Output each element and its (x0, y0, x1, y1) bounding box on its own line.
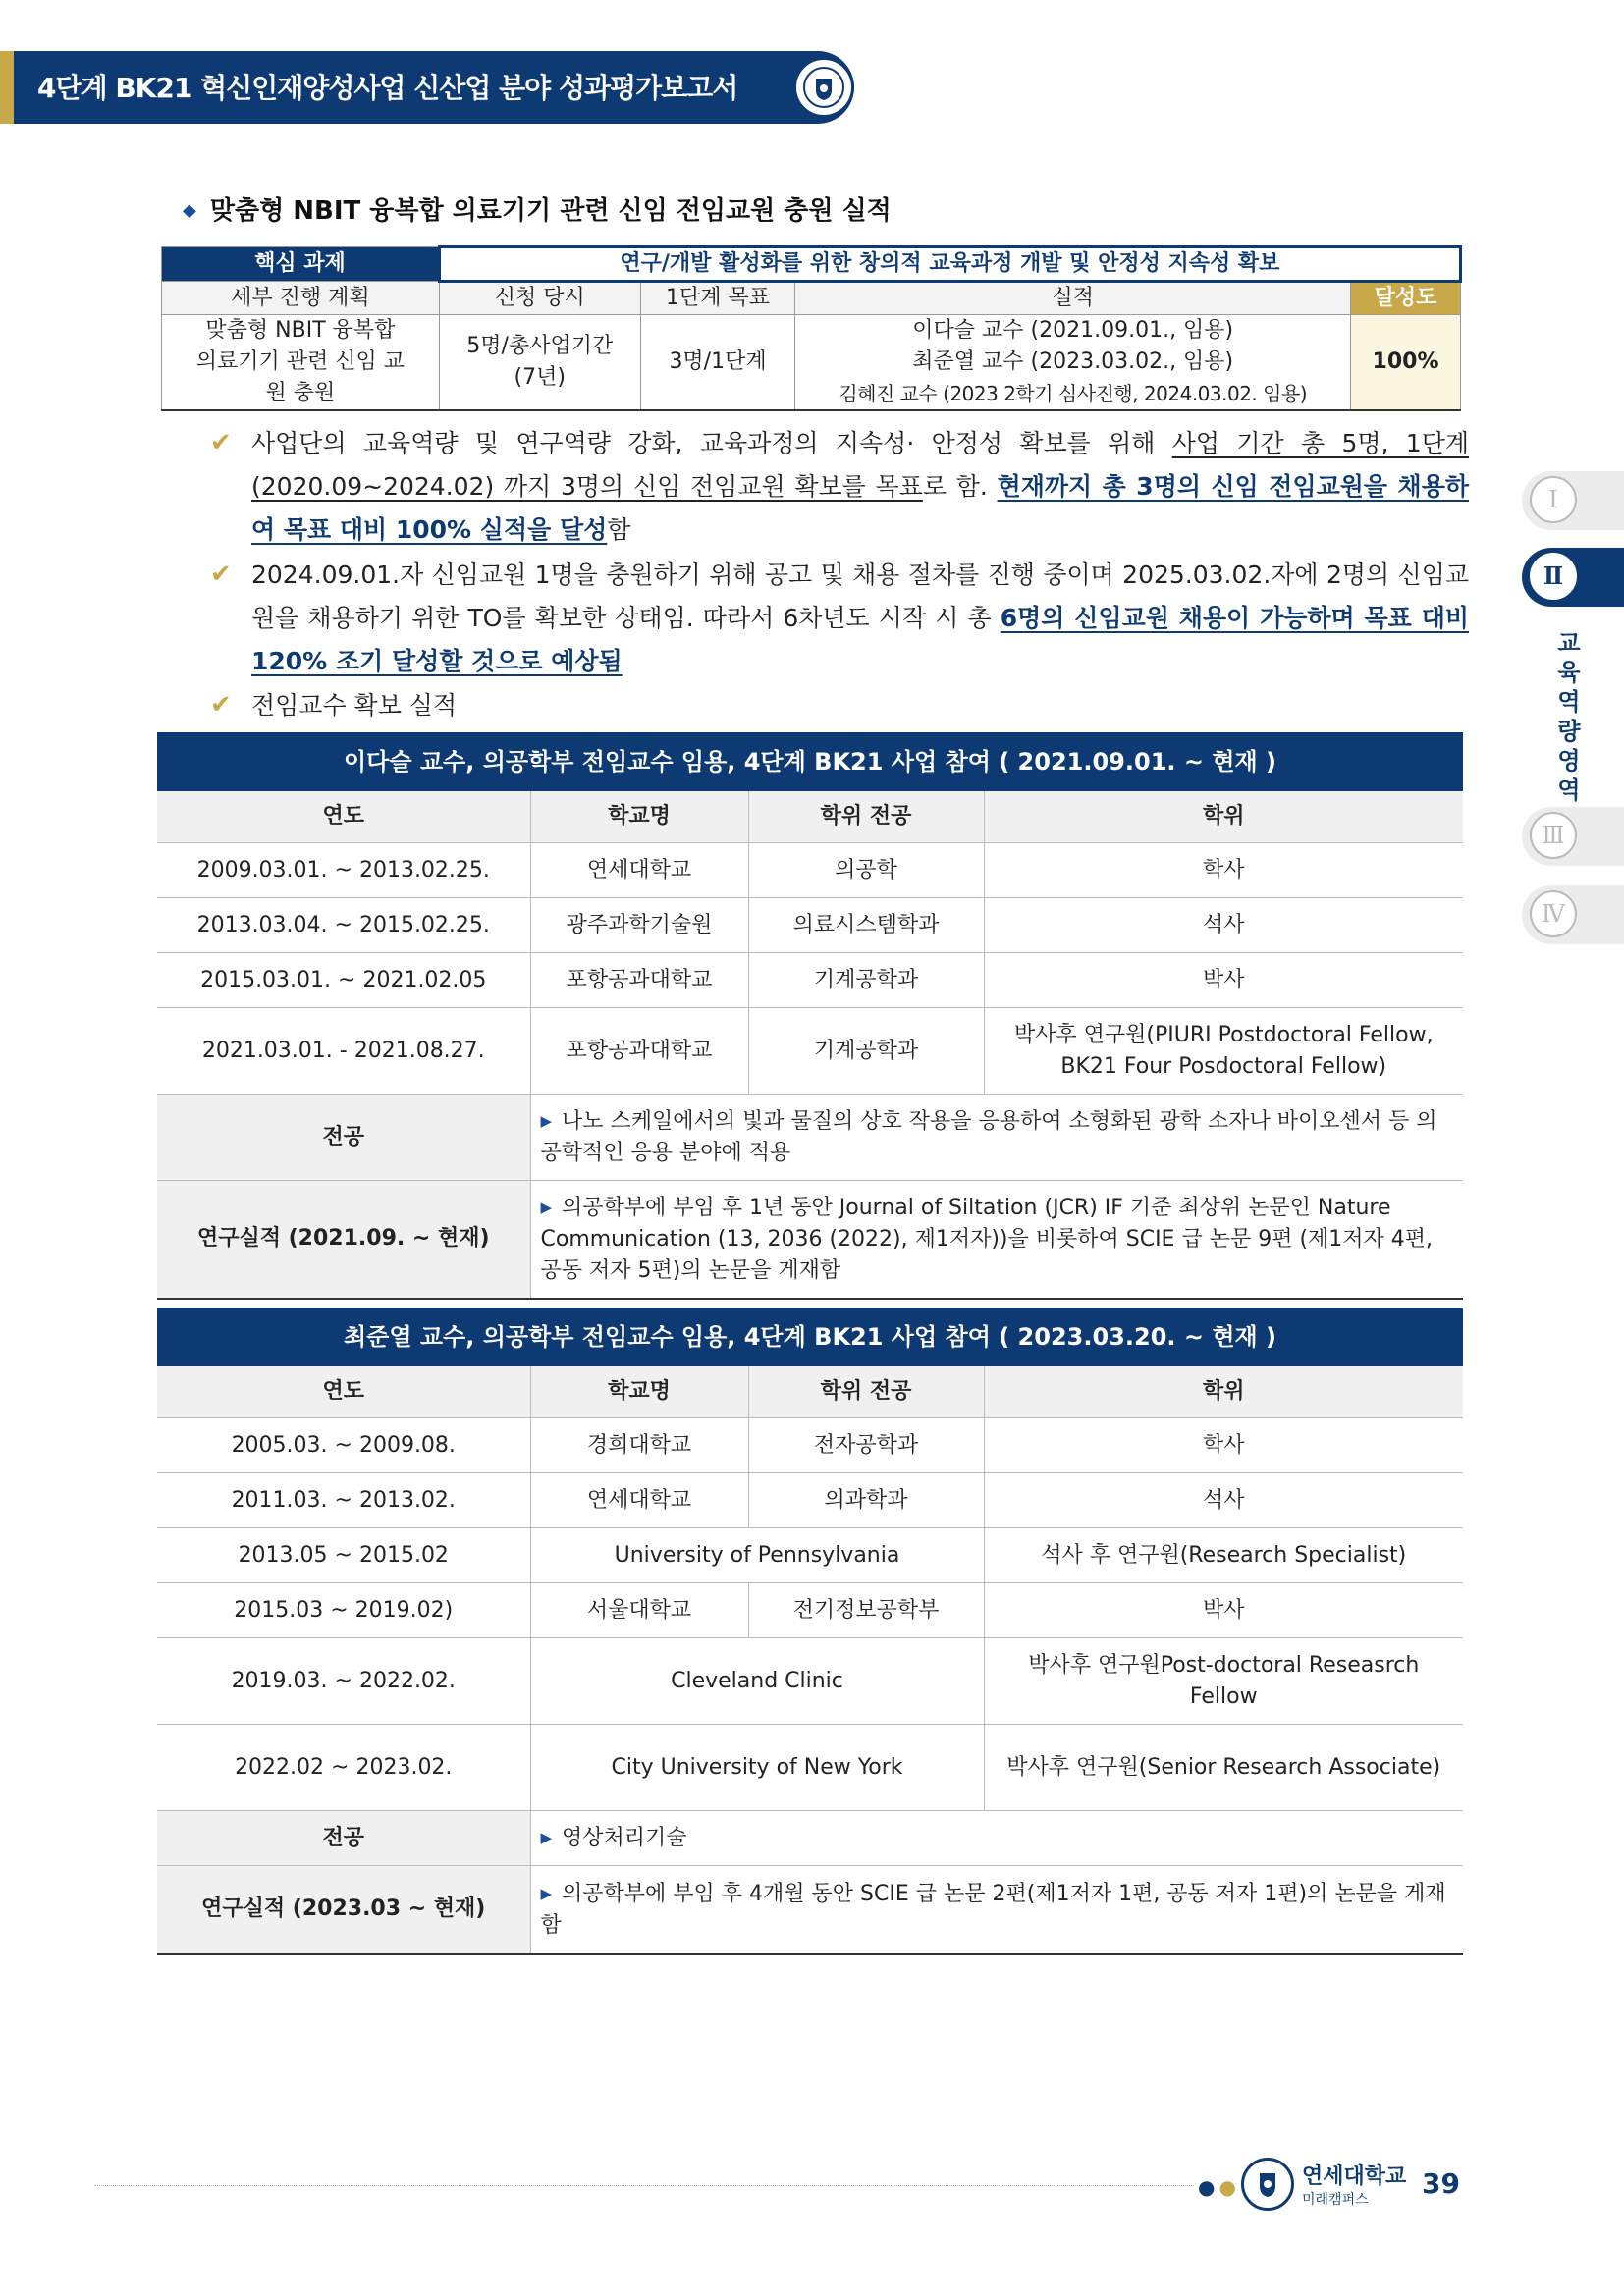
year-cell: 2013.05 ~ 2015.02 (157, 1528, 530, 1583)
diamond-bullet-icon: ◆ (183, 200, 196, 221)
major-cell: 전자공학과 (748, 1418, 984, 1473)
footer-divider (94, 2185, 1194, 2186)
school-cell: 포항공과대학교 (530, 1008, 748, 1095)
research-description: 의공학부에 부임 후 1년 동안 Journal of Siltation (JCR) IF 기준 최상위 논문인 Nature Communication (13, 2036 (2022), 제1저자))을 비롯하여 SCIE 급 논문 9편 (제1저자 4편, 공동 저자 5편)의 논문을 게재함 (540, 1195, 1434, 1283)
major-description: 영상처리기술 (562, 1826, 687, 1850)
p1-underline: 사업 기간 총 5명, 1단계(2020.09~2024.02) 까지 3명의 신임 전임교원 확보를 목표 (251, 429, 1470, 501)
col-major: 학위 전공 (748, 1366, 984, 1418)
major-description: 나노 스케일에서의 빛과 물질의 상호 작용을 응용하여 소형화된 광학 소자나 바이오센서 등 의공학적인 응용 분야에 적용 (540, 1109, 1437, 1165)
col-year: 연도 (157, 1366, 530, 1418)
triangle-bullet-icon: ▶ (540, 1198, 553, 1216)
p1-text-a: 사업단의 교육역량 및 연구역량 강화, 교육과정의 지속성· 안정성 확보를 위해 (251, 429, 1172, 457)
col-school: 학교명 (530, 791, 748, 843)
research-description: 의공학부에 부임 후 4개월 동안 SCIE 급 논문 2편(제1저자 1편, 공동 저자 1편)의 논문을 게재함 (540, 1881, 1446, 1938)
degree-cell: 박사 (984, 953, 1463, 1008)
year-cell: 2011.03. ~ 2013.02. (157, 1473, 530, 1528)
school-cell: 경희대학교 (530, 1418, 748, 1473)
table-row (157, 1473, 1463, 1528)
school-cell: 서울대학교 (530, 1583, 748, 1638)
col-head-result: 실적 (795, 282, 1351, 315)
tab-numeral: Ⅱ (1530, 553, 1577, 600)
year-cell: 2009.03.01. ~ 2013.02.25. (157, 843, 530, 898)
professor2-banner: 최준열 교수, 의공학부 전임교수 임용, 4단계 BK21 사업 참여 ( 2023.03.20. ~ 현재 ) (157, 1308, 1463, 1366)
table-row (157, 843, 1463, 898)
table-row (157, 898, 1463, 953)
year-cell: 2015.03 ~ 2019.02) (157, 1583, 530, 1638)
triangle-bullet-icon: ▶ (540, 1829, 553, 1846)
check-icon: ✔ (210, 690, 232, 720)
col-head-applied: 신청 당시 (439, 282, 640, 315)
table-row (157, 1418, 1463, 1473)
p2-text-a: 2024.09.01.자 신임교원 1명을 충원하기 위해 공고 및 채용 절차를 진행 중이며 2025.03.02.자에 2명의 신임교원을 채용하기 위한 TO를 확보한 상태임. 따라서 6차년도 시작 시 총 (251, 561, 1469, 632)
rate-cell: 100% (1351, 315, 1461, 411)
p1-text-c: 로 함. (922, 472, 998, 501)
footer-campus: 미래캠퍼스 (1302, 2192, 1369, 2208)
major-label: 전공 (157, 1811, 530, 1866)
section-heading-text: 맞춤형 NBIT 융복합 의료기기 관련 신임 전임교원 충원 실적 (209, 196, 892, 226)
research-text (530, 1866, 1463, 1954)
p1-text-e: 함 (607, 515, 631, 544)
side-tab-2-active[interactable] (1522, 548, 1624, 607)
year-cell: 2019.03. ~ 2022.02. (157, 1638, 530, 1725)
major-cell: 전기정보공학부 (748, 1583, 984, 1638)
professor1-table (157, 732, 1463, 1300)
research-row (157, 1866, 1463, 1954)
degree-cell: 박사후 연구원(Senior Research Associate) (984, 1725, 1463, 1811)
degree-cell: 학사 (984, 843, 1463, 898)
col-major: 학위 전공 (748, 791, 984, 843)
degree-cell: 석사 (984, 1473, 1463, 1528)
degree-cell: 석사 후 연구원(Research Specialist) (984, 1528, 1463, 1583)
school-cell: University of Pennsylvania (530, 1528, 984, 1583)
year-cell: 2021.03.01. - 2021.08.27. (157, 1008, 530, 1095)
degree-cell: 학사 (984, 1418, 1463, 1473)
year-cell: 2013.03.04. ~ 2015.02.25. (157, 898, 530, 953)
side-tab-1[interactable] (1522, 471, 1624, 530)
check-icon: ✔ (210, 428, 232, 457)
year-cell: 2015.03.01. ~ 2021.02.05 (157, 953, 530, 1008)
university-emblem-icon (793, 57, 854, 118)
table-row (157, 1008, 1463, 1095)
research-label: 연구실적 (2023.03 ~ 현재) (157, 1866, 530, 1954)
paragraph-3: 전임교수 확보 실적 (251, 691, 458, 720)
school-cell: 연세대학교 (530, 843, 748, 898)
plan-cell (162, 315, 440, 411)
result-line: 최준열 교수 (2023.03.02., 임용) (912, 349, 1234, 374)
footer-emblem-icon (1241, 2158, 1294, 2211)
year-cell: 2022.02 ~ 2023.02. (157, 1725, 530, 1811)
tab-numeral: Ⅰ (1530, 476, 1577, 523)
research-label: 연구실적 (2021.09. ~ 현재) (157, 1181, 530, 1299)
plan-text: 맞춤형 NBIT 융복합 의료기기 관련 신임 교원 충원 (195, 318, 406, 405)
p2-highlight: 6명의 신임교원 채용이 가능하며 목표 대비 120% 조기 달성할 것으로 예상됨 (251, 604, 1469, 675)
paragraph-1 (251, 422, 1469, 552)
section-heading (183, 190, 892, 227)
table-row (157, 1725, 1463, 1811)
check-icon: ✔ (210, 560, 232, 589)
degree-cell: 박사후 연구원(PIURI Postdoctoral Fellow, BK21 Four Posdoctoral Fellow) (984, 1008, 1463, 1095)
result-line: 김혜진 교수 (2023 2학기 심사진행, 2024.03.02. 임용) (839, 382, 1308, 405)
core-task-label: 핵심 과제 (162, 247, 440, 282)
core-task-title: 연구/개발 활성화를 위한 창의적 교육과정 개발 및 안정성 지속성 확보 (439, 247, 1460, 282)
col-school: 학교명 (530, 1366, 748, 1418)
side-tab-4[interactable] (1522, 885, 1624, 944)
paragraph-2 (251, 554, 1469, 683)
footer-dots-icon: ●● (1198, 2175, 1240, 2199)
triangle-bullet-icon: ▶ (540, 1884, 553, 1902)
table-row (157, 953, 1463, 1008)
major-cell: 의공학 (748, 843, 984, 898)
result-line: 이다슬 교수 (2021.09.01., 임용) (912, 318, 1234, 343)
active-section-label: 교육역량 영역 (1557, 629, 1581, 804)
table-row (157, 1638, 1463, 1725)
major-text (530, 1811, 1463, 1866)
professor1-banner: 이다슬 교수, 의공학부 전임교수 임용, 4단계 BK21 사업 참여 ( 2021.09.01. ~ 현재 ) (157, 732, 1463, 791)
col-degree: 학위 (984, 791, 1463, 843)
header-accent (0, 51, 14, 124)
col-head-plan: 세부 진행 계획 (162, 282, 440, 315)
col-degree: 학위 (984, 1366, 1463, 1418)
major-cell: 의과학과 (748, 1473, 984, 1528)
col-head-rate: 달성도 (1351, 282, 1461, 315)
degree-cell: 박사후 연구원Post-doctoral Reseasrch Fellow (984, 1638, 1463, 1725)
major-cell: 기계공학과 (748, 1008, 984, 1095)
summary-table (161, 245, 1462, 411)
degree-cell: 박사 (984, 1583, 1463, 1638)
research-text (530, 1181, 1463, 1299)
major-label: 전공 (157, 1095, 530, 1181)
major-text (530, 1095, 1463, 1181)
major-row (157, 1095, 1463, 1181)
professor2-table (157, 1308, 1463, 1955)
document-title: 4단계 BK21 혁신인재양성사업 신산업 분야 성과평가보고서 (37, 72, 738, 104)
school-cell: 포항공과대학교 (530, 953, 748, 1008)
major-row (157, 1811, 1463, 1866)
research-row (157, 1181, 1463, 1299)
school-cell: City University of New York (530, 1725, 984, 1811)
tab-numeral: Ⅳ (1530, 890, 1577, 937)
col-year: 연도 (157, 791, 530, 843)
table-row (157, 1583, 1463, 1638)
degree-cell: 석사 (984, 898, 1463, 953)
school-cell: Cleveland Clinic (530, 1638, 984, 1725)
major-cell: 기계공학과 (748, 953, 984, 1008)
footer-university: 연세대학교 (1302, 2164, 1407, 2189)
applied-cell (439, 315, 640, 411)
triangle-bullet-icon: ▶ (540, 1112, 553, 1130)
page-number: 39 (1422, 2167, 1460, 2200)
school-cell: 광주과학기술원 (530, 898, 748, 953)
year-cell: 2005.03. ~ 2009.08. (157, 1418, 530, 1473)
result-cell (795, 315, 1351, 411)
p1-highlight: 현재까지 총 3명의 신임 전임교원을 채용하여 목표 대비 100% 실적을 달성 (251, 472, 1469, 544)
major-cell: 의료시스템학과 (748, 898, 984, 953)
applied-text: 5명/총사업기간 (7년) (466, 334, 614, 390)
table-row (157, 1528, 1463, 1583)
target-cell: 3명/1단계 (640, 315, 795, 411)
side-tab-3[interactable] (1522, 807, 1624, 866)
tab-numeral: Ⅲ (1530, 812, 1577, 859)
col-head-target: 1단계 목표 (640, 282, 795, 315)
school-cell: 연세대학교 (530, 1473, 748, 1528)
